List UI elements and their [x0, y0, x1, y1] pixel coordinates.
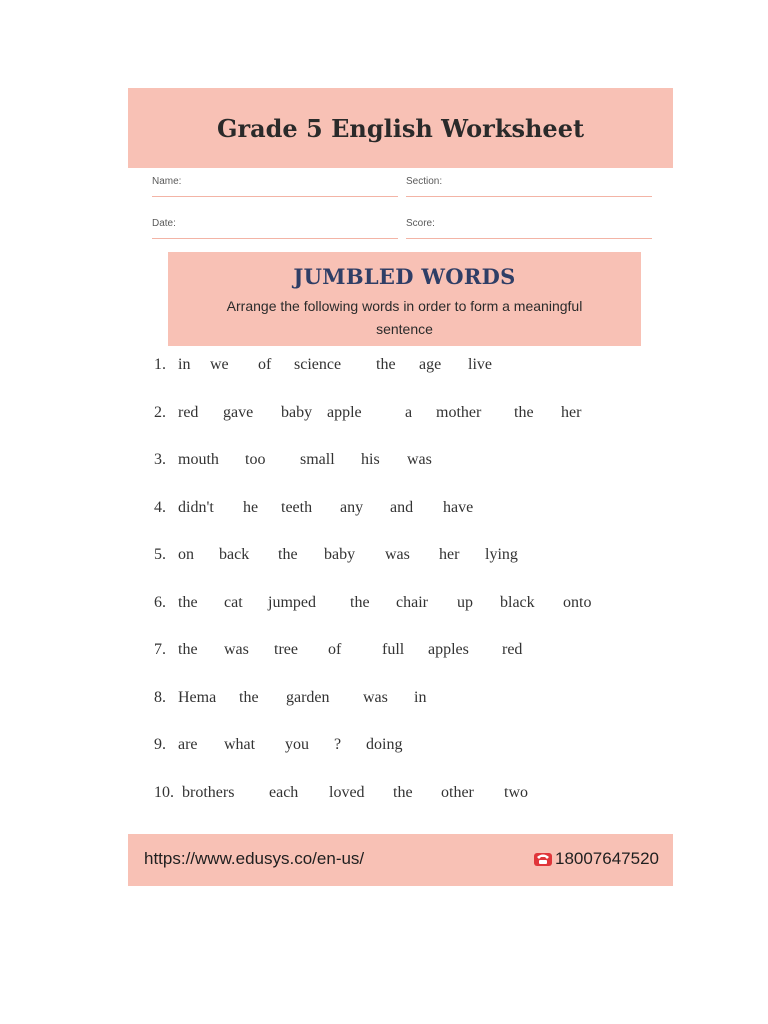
jumbled-word: ? — [334, 736, 342, 753]
question-item — [154, 590, 664, 638]
jumbled-word: the — [278, 546, 298, 563]
jumbled-word: mouth — [178, 451, 219, 468]
question-number: 9. — [154, 736, 166, 753]
question-number: 6. — [154, 593, 166, 611]
jumbled-word: gave — [223, 403, 254, 421]
question-number: 4. — [154, 498, 166, 516]
jumbled-word: of — [328, 641, 342, 658]
jumbled-word: of — [258, 356, 272, 373]
jumbled-word: we — [210, 356, 229, 373]
jumbled-word: he — [243, 498, 259, 516]
task-heading: JUMBLED WORDS — [293, 264, 516, 289]
worksheet — [128, 88, 673, 886]
jumbled-word: doing — [366, 736, 403, 753]
question-item — [154, 685, 664, 733]
jumbled-word: didn't — [178, 498, 214, 516]
jumbled-word: apple — [327, 403, 362, 421]
question-item — [154, 400, 664, 448]
jumbled-word: are — [178, 736, 198, 753]
jumbled-word: up — [457, 593, 473, 611]
jumbled-word: his — [361, 451, 380, 468]
question-item — [154, 542, 664, 590]
jumbled-word: black — [500, 593, 535, 611]
question-number: 10. — [154, 783, 174, 801]
name-label: Name: — [152, 176, 182, 187]
jumbled-word: science — [294, 356, 342, 373]
jumbled-word: garden — [286, 688, 330, 706]
jumbled-word: was — [363, 688, 388, 706]
section-field[interactable] — [406, 174, 652, 197]
jumbled-word: the — [350, 593, 370, 611]
question-list — [154, 352, 664, 827]
date-label: Date: — [152, 218, 176, 229]
score-label: Score: — [406, 218, 435, 229]
phone-icon — [533, 851, 553, 867]
question-number: 1. — [154, 356, 166, 373]
jumbled-word: loved — [329, 783, 365, 801]
jumbled-word: a — [405, 403, 413, 421]
task-box — [168, 252, 641, 346]
question-item — [154, 780, 664, 828]
jumbled-word: the — [514, 403, 534, 421]
jumbled-word: on — [178, 546, 194, 563]
jumbled-word: the — [376, 356, 396, 373]
jumbled-word: tree — [274, 641, 298, 658]
jumbled-word: was — [407, 451, 432, 468]
jumbled-word: baby — [281, 403, 313, 421]
jumbled-word: small — [300, 451, 335, 468]
question-number: 2. — [154, 403, 166, 421]
jumbled-word: too — [245, 451, 266, 468]
jumbled-word: and — [390, 498, 414, 516]
jumbled-word: was — [385, 546, 410, 563]
jumbled-word: cat — [224, 593, 243, 611]
jumbled-word: jumped — [268, 593, 316, 611]
title-banner — [128, 88, 673, 168]
jumbled-word: apples — [428, 641, 469, 658]
footer-phone — [533, 849, 659, 869]
jumbled-word: Hema — [178, 688, 217, 706]
worksheet-title: Grade 5 English Worksheet — [216, 113, 585, 143]
question-item — [154, 447, 664, 495]
jumbled-word: live — [468, 356, 492, 373]
question-item — [154, 352, 664, 400]
score-field[interactable] — [406, 216, 652, 239]
jumbled-word: lying — [485, 546, 518, 563]
jumbled-word: the — [393, 783, 413, 801]
jumbled-word: red — [502, 641, 523, 658]
jumbled-word: the — [178, 641, 198, 658]
section-label: Section: — [406, 176, 443, 187]
jumbled-word: was — [224, 641, 249, 658]
question-number: 5. — [154, 546, 166, 563]
question-number: 7. — [154, 641, 166, 658]
jumbled-word: red — [178, 403, 199, 421]
jumbled-word: you — [285, 736, 309, 753]
jumbled-word: baby — [324, 546, 356, 563]
jumbled-word: chair — [396, 593, 428, 611]
jumbled-word: what — [224, 736, 256, 753]
jumbled-word: teeth — [281, 498, 313, 516]
question-item — [154, 495, 664, 543]
jumbled-word: have — [443, 498, 474, 516]
jumbled-word: brothers — [182, 783, 235, 801]
jumbled-word: onto — [563, 593, 592, 611]
task-instruction: Arrange the following words in order to form a meaningful sentence — [226, 298, 583, 337]
jumbled-word: her — [439, 546, 460, 563]
question-number: 8. — [154, 688, 166, 706]
jumbled-word: other — [441, 783, 474, 801]
jumbled-word: each — [269, 783, 299, 801]
jumbled-word: in — [178, 356, 191, 373]
name-field[interactable] — [152, 174, 398, 197]
date-field[interactable] — [152, 216, 398, 239]
jumbled-word: mother — [436, 403, 482, 421]
footer-url[interactable]: https://www.edusys.co/en-us/ — [144, 849, 365, 868]
jumbled-word: in — [414, 688, 427, 706]
phone-number: 18007647520 — [554, 849, 659, 868]
jumbled-word: two — [504, 783, 528, 801]
question-number: 3. — [154, 451, 166, 468]
jumbled-word: the — [239, 688, 259, 706]
jumbled-word: the — [178, 593, 198, 611]
footer-banner — [128, 834, 673, 886]
question-item — [154, 732, 664, 780]
jumbled-word: any — [340, 498, 364, 516]
jumbled-word: back — [219, 546, 250, 563]
jumbled-word: her — [561, 403, 582, 421]
question-item — [154, 637, 664, 685]
jumbled-word: full — [382, 641, 405, 658]
jumbled-word: age — [419, 356, 442, 373]
